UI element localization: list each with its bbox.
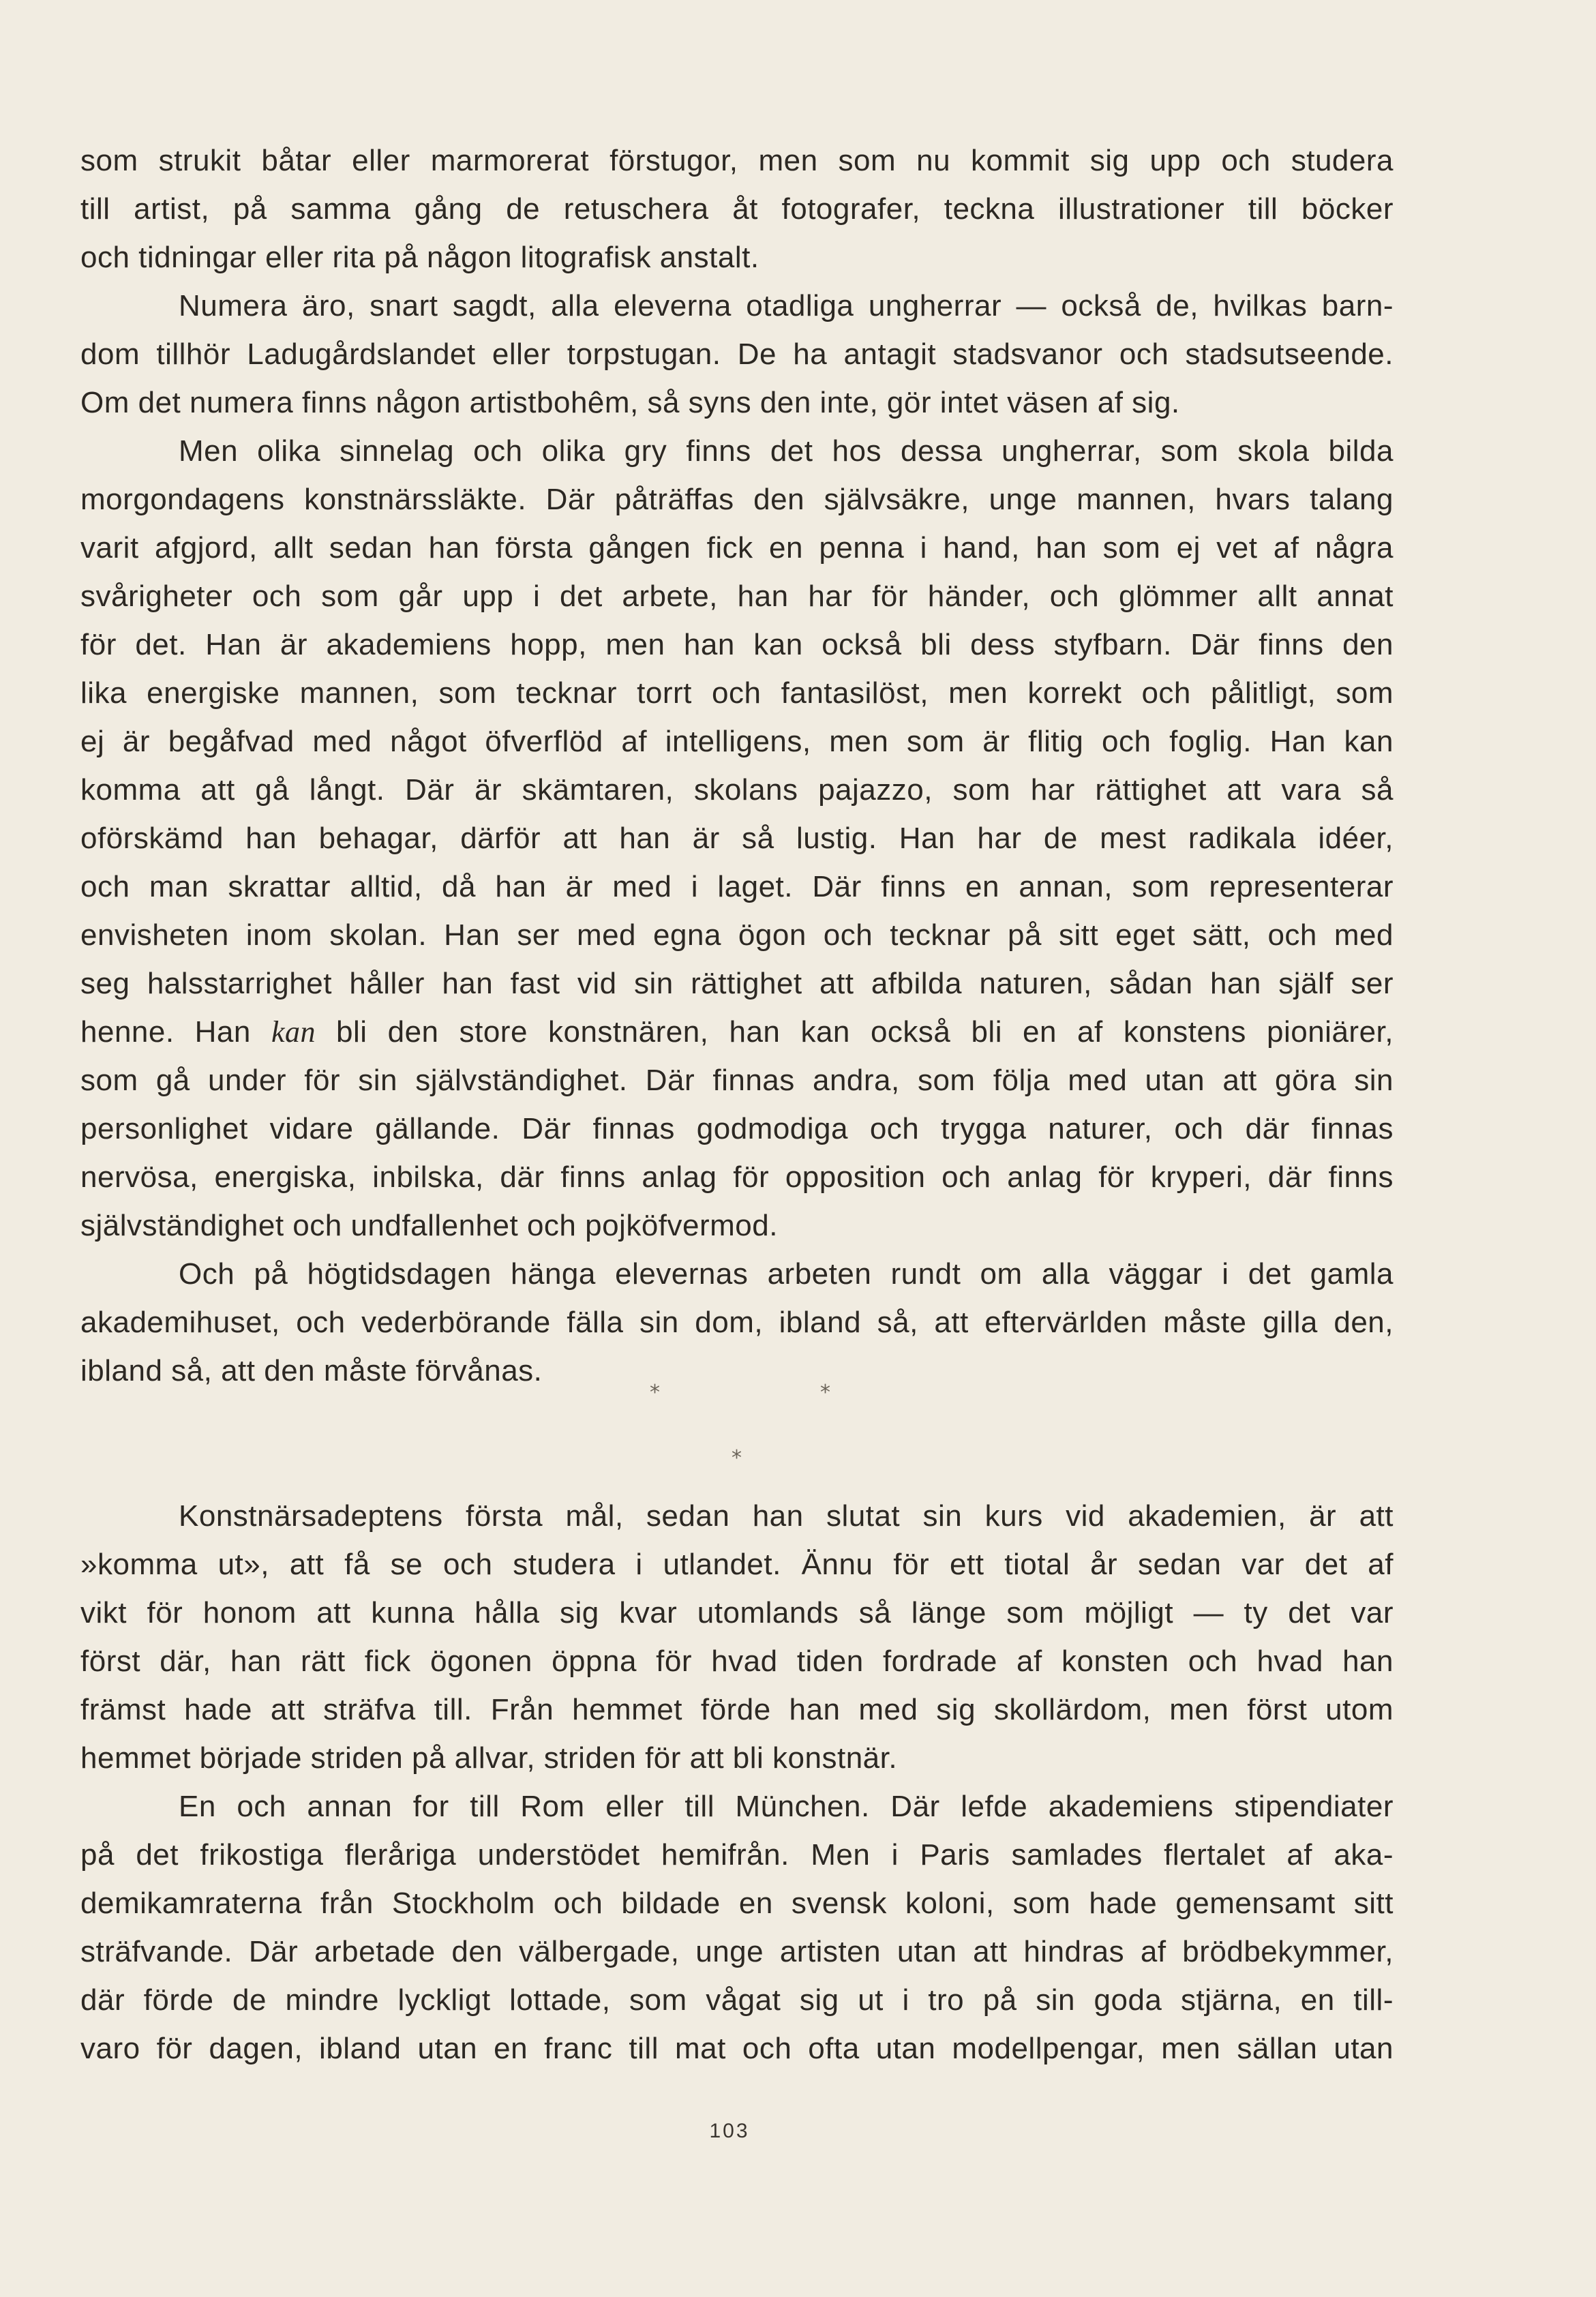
line-start: henne. Han — [80, 1015, 271, 1049]
text-line: varit afgjord, allt sedan han första gången fick en penna i hand, han som ej vet af några — [80, 531, 1394, 565]
text-line: hemmet började striden på allvar, striden för att bli konstnär. — [80, 1741, 898, 1775]
text-line: sträfvande. Där arbetade den välbergade, unge artisten utan att hindras af brödbekymmer, — [80, 1935, 1394, 1968]
text-block-1 — [80, 136, 1394, 1395]
text-block-2 — [80, 1492, 1394, 2073]
emphasized-word: kan — [271, 1015, 316, 1049]
text-line: och tidningar eller rita på någon litografisk anstalt. — [80, 241, 759, 274]
text-line: först där, han rätt fick ögonen öppna för hvad tiden fordrade af konsten och hvad han — [80, 1645, 1394, 1678]
text-line: komma att gå långt. Där är skämtaren, skolans pajazzo, som har rättighet att vara så — [80, 773, 1394, 807]
text-line: dom tillhör Ladugårdslandet eller torpstugan. De ha antagit stadsvanor och stadsutseende. — [80, 337, 1394, 371]
text-line: främst hade att sträfva till. Från hemmet förde han med sig skollärdom, men först utom — [80, 1693, 1394, 1726]
line-end: bli den store konstnären, han kan också bli en af konstens pioniärer, — [315, 1015, 1394, 1049]
text-line-with-emphasis — [80, 1008, 1394, 1056]
text-line: Konstnärsadeptens första mål, sedan han slutat sin kurs vid akademien, är att — [179, 1499, 1394, 1533]
text-line: demikamraterna från Stockholm och bildade en svensk koloni, som hade gemensamt sitt — [80, 1887, 1394, 1920]
text-line: Men olika sinnelag och olika gry finns det hos dessa ungherrar, som skola bilda — [179, 434, 1394, 468]
text-line: envisheten inom skolan. Han ser med egna ögon och tecknar på sitt eget sätt, och med — [80, 918, 1394, 952]
text-line: på det frikostiga fleråriga understödet hemifrån. Men i Paris samlades flertalet af aka- — [80, 1838, 1394, 1872]
text-line: och man skrattar alltid, då han är med i laget. Där finns en annan, som representerar — [80, 870, 1394, 903]
text-line: ej är begåfvad med något öfverflöd af intelligens, men som är flitig och foglig. Han kan — [80, 725, 1394, 758]
section-separator-asterisk: * — [732, 1446, 742, 1470]
text-line: personlighet vidare gällande. Där finnas godmodiga och trygga naturer, och där finnas — [80, 1112, 1394, 1145]
text-line: ibland så, att den måste förvånas. — [80, 1354, 543, 1387]
section-separator-asterisk: * — [820, 1381, 830, 1405]
text-line: som strukit båtar eller marmorerat förstugor, men som nu kommit sig upp och studera — [80, 144, 1394, 177]
text-line: Och på högtidsdagen hänga elevernas arbeten rundt om alla väggar i det gamla — [179, 1257, 1394, 1291]
text-line: Om det numera finns någon artistbohêm, så syns den inte, gör intet väsen af sig. — [80, 386, 1180, 419]
text-line: morgondagens konstnärssläkte. Där påträffas den självsäkre, unge mannen, hvars talang — [80, 483, 1394, 516]
text-line: som gå under för sin självständighet. Där finnas andra, som följa med utan att göra sin — [80, 1064, 1394, 1097]
page-number: 103 — [709, 2120, 750, 2142]
section-separator-asterisk: * — [650, 1381, 660, 1405]
text-line: seg halsstarrighet håller han fast vid sin rättighet att afbilda naturen, sådan han själf ser — [80, 967, 1394, 1000]
text-line: Numera äro, snart sagdt, alla eleverna otadliga ungherrar — också de, hvilkas barn- — [179, 289, 1394, 322]
text-line: »komma ut», att få se och studera i utlandet. Ännu för ett tiotal år sedan var det af — [80, 1548, 1394, 1581]
text-line: En och annan for till Rom eller till München. Där lefde akademiens stipendiater — [179, 1790, 1394, 1823]
text-line: oförskämd han behagar, därför att han är så lustig. Han har de mest radikala idéer, — [80, 822, 1394, 855]
text-line: till artist, på samma gång de retuschera åt fotografer, teckna illustrationer till böcker — [80, 192, 1394, 226]
text-line: varo för dagen, ibland utan en franc till mat och ofta utan modellpengar, men sällan utan — [80, 2032, 1394, 2065]
text-line: vikt för honom att kunna hålla sig kvar utomlands så länge som möjligt — ty det var — [80, 1596, 1394, 1630]
text-line: svårigheter och som går upp i det arbete, han har för händer, och glömmer allt annat — [80, 580, 1394, 613]
text-line: där förde de mindre lyckligt lottade, som vågat sig ut i tro på sin goda stjärna, en till- — [80, 1983, 1394, 2017]
text-line: för det. Han är akademiens hopp, men han kan också bli dess styfbarn. Där finns den — [80, 628, 1394, 661]
text-line: akademihuset, och vederbörande fälla sin dom, ibland så, att eftervärlden måste gilla den, — [80, 1306, 1394, 1339]
text-line: lika energiske mannen, som tecknar torrt och fantasilöst, men korrekt och pålitligt, som — [80, 676, 1394, 710]
text-line: nervösa, energiska, inbilska, där finns anlag för opposition och anlag för kryperi, där finns — [80, 1160, 1394, 1194]
text-line: självständighet och undfallenhet och pojköfvermod. — [80, 1209, 778, 1242]
